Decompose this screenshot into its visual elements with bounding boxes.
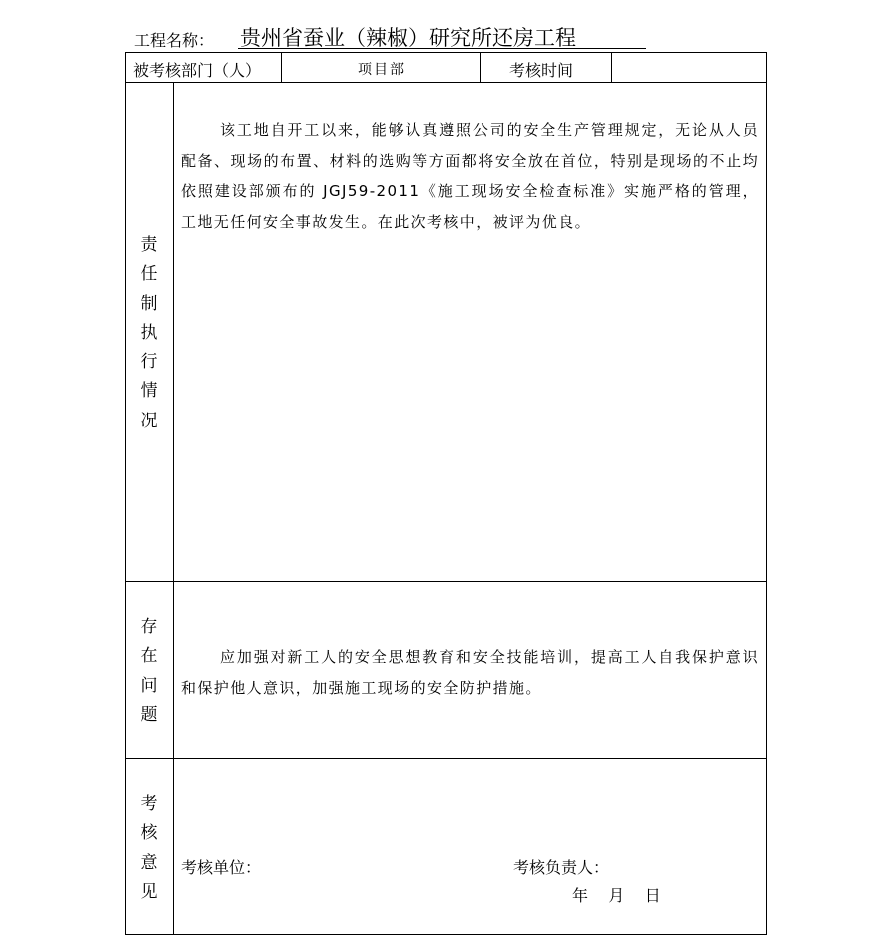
row-divider-responsibility (126, 581, 766, 582)
responsibility-label-char: 责 (140, 235, 158, 255)
responsibility-label-char: 制 (140, 293, 158, 314)
col-divider-dept-value (480, 53, 481, 82)
assessment-date-label: 年 月 日 (572, 886, 661, 905)
opinion-section-label (126, 790, 172, 907)
assessment-unit-label: 考核单位： (181, 858, 262, 877)
responsibility-text: 该工地自开工以来，能够认真遵照公司的安全生产管理规定，无论从人员配备、现场的布置、材料的选购等方面都将安全放在首位，特别是现场的不止均依照建设部颁布的 JGJ59-2011《施工现场安全检查标准》实施严格的管理，工地无任何安全事故发生。在此次考核中，被评为优良。 (181, 121, 759, 231)
col-divider-time-label (611, 53, 612, 82)
responsibility-text-block (181, 115, 759, 237)
responsibility-label-char: 任 (140, 264, 158, 285)
problems-section-label (126, 613, 172, 730)
responsibility-label-char: 情 (140, 381, 158, 402)
responsibility-label-char: 执 (140, 322, 158, 343)
project-title-row (134, 20, 654, 50)
project-name-value: 贵州省蚕业（辣椒）研究所还房工程 (240, 26, 576, 50)
row-divider-problems (126, 758, 766, 759)
col-divider-section-label (173, 82, 174, 934)
col-divider-dept-label (281, 53, 282, 82)
time-label: 考核时间 (509, 61, 574, 80)
assessment-form-table (125, 52, 767, 935)
dept-label: 被考核部门（人） (133, 61, 262, 80)
opinion-label-char: 意 (140, 852, 158, 873)
dept-value: 项目部 (358, 62, 406, 78)
opinion-label-char: 见 (140, 881, 158, 902)
responsibility-label-char: 况 (140, 410, 158, 431)
problems-label-char: 存 (140, 617, 158, 637)
assessment-responsible-label: 考核负责人： (513, 858, 610, 877)
problems-label-char: 在 (140, 646, 158, 667)
project-name-underline (238, 48, 646, 49)
responsibility-section-label (126, 231, 172, 436)
responsibility-label-char: 行 (140, 352, 158, 373)
project-name-label: 工程名称： (134, 31, 215, 50)
problems-text-block (181, 642, 759, 703)
problems-text: 应加强对新工人的安全思想教育和安全技能培训，提高工人自我保护意识和保护他人意识，加强施工现场的安全防护措施。 (181, 648, 759, 697)
opinion-label-char: 核 (140, 823, 158, 844)
opinion-label-char: 考 (140, 794, 158, 814)
row-divider-info (126, 82, 766, 83)
problems-label-char: 题 (140, 704, 158, 725)
problems-label-char: 问 (140, 675, 158, 696)
